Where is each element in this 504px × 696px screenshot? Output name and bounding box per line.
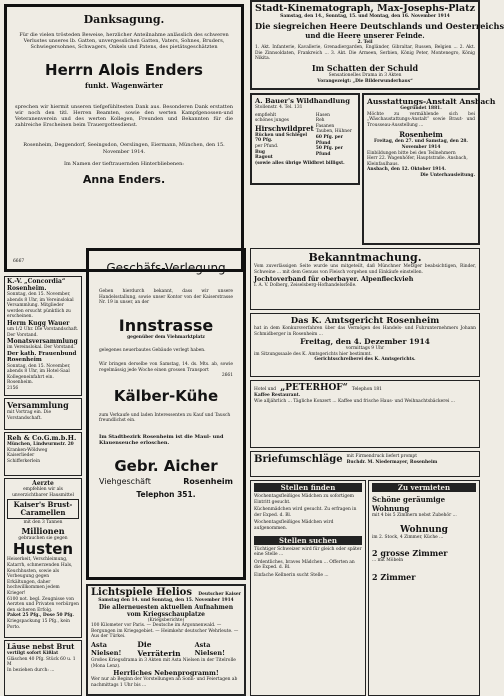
kaiser-millionen: Millionen bbox=[21, 525, 65, 536]
reh-title: Reh & Co.G.m.b.H. bbox=[7, 434, 77, 442]
vermieten-item2-sub: im 2. Stock, 4 Zimmer, Küche ... bbox=[372, 534, 444, 540]
verlegung-firm-row bbox=[99, 477, 233, 486]
amtsgericht-title: Das K. Amtsgericht Rosenheim bbox=[290, 316, 440, 326]
danksagung-signature: Anna Enders. bbox=[82, 173, 166, 187]
concordia-sig: Herm Kugg Wauer bbox=[7, 319, 70, 327]
bauer-item: Hasen bbox=[315, 112, 330, 118]
versammlung-ad bbox=[4, 398, 82, 430]
stellen-suchen-title: Stellen suchen bbox=[254, 536, 362, 545]
peterhof-title: „PETERHOF“ bbox=[280, 383, 348, 393]
stadt-kino-headline: Die siegreichen Heere Deutschlands und Oesterreichs bbox=[255, 20, 504, 31]
stadt-kino-dates: Samstag, den 14., Sonntag, 15. und Montag, den 16. November 1914 bbox=[280, 14, 450, 19]
bauer-item: 60 Pfg. per Pfund bbox=[315, 134, 343, 146]
ausstattung-text: Möchte zu vermählende sich bei „Wäschaustattungs-Anstalt“ sowie Braut- und Trousseau-Ausstellung ... bbox=[367, 111, 475, 128]
helios-program: Herrliches Nebenprogramm! bbox=[113, 669, 219, 678]
amtsgericht-sig: Gerichtsschreiberei des K. Amtsgerichts. bbox=[314, 357, 416, 363]
concordia-text: Sonntag, den 15. November, abends 8 Uhr, im Vereinslokal Versammlung. Mitglieder werden ersucht pünktlich zu erscheinen. bbox=[7, 292, 74, 320]
stadt-kino-title: Stadt-Kinematograph, Max-Josephs-Platz bbox=[255, 3, 475, 14]
bekanntmachung-sig: I. A. V. Dolberg, Zeiselsberg-Hofhandelsstelle. bbox=[254, 283, 357, 289]
bekanntmachung-ad bbox=[250, 248, 480, 310]
versammlung-title: Versammlung bbox=[7, 400, 69, 410]
bauer-item: Hirschwildpret bbox=[255, 123, 314, 133]
helios-asta-right: Asta Nielsen! bbox=[194, 640, 225, 657]
monats-text: im Vereinslokal. Der Vorstand. bbox=[7, 345, 75, 351]
verlegung-product-sub: zum Verkaufe und laden Interessenten zu Kauf und Tausch freundlichst ein. bbox=[99, 412, 231, 424]
bauer-right bbox=[316, 113, 355, 161]
vermieten-item3: 2 grosse Zimmer bbox=[372, 548, 448, 559]
bekanntmachung-text: Vom zuverlässigen Seite wurde uns mitgeteilt, daß Münchner Metzger beabsichtigen, Rinder, Schweine ... mit dem Genuss von Fleisch vorgehen und Einkäufe einstellen. bbox=[254, 264, 476, 275]
peterhof-ad bbox=[250, 380, 480, 448]
ausstattung-title: Ausstattungs-Anstalt Ansbach bbox=[367, 97, 496, 106]
concordia-body2: um 1/2 Uhr. Die Vorstandschaft. Der Vorstand. bbox=[7, 326, 79, 338]
peterhof-hotel: Hotel und bbox=[254, 387, 277, 392]
verlegung-middle: gelegenes neuerbautes Gebäude verlegt haben. bbox=[99, 348, 206, 354]
reh-ad bbox=[4, 432, 82, 476]
kath-title: Der kath. Frauenbund Rosenheim bbox=[7, 350, 77, 364]
kaiser-husten: Husten bbox=[12, 540, 74, 559]
bekanntmachung-subtitle: Jochtoverband für oberbayer. Alpenfleckvieh bbox=[254, 275, 414, 284]
stellen-item: Küchenmädchen wird gesucht. Zu erfragen in der Exped. d. Bl. bbox=[254, 507, 357, 518]
verlegung-bring: Wir bringen derselbe von Samstag, 14. ds. Mts. ab, sowie regelmässig jede Woche einen grossen Transport bbox=[99, 361, 233, 373]
stellen-suchen-item: Tüchtiger Schweizer wird für gleich oder später eine Stelle ... bbox=[254, 546, 362, 558]
kaiser-brand-sub: mit den 3 Tannen bbox=[23, 520, 63, 526]
amtsgericht-date: Freitag, den 4. Dezember 1914 bbox=[300, 337, 430, 347]
briefumschlaege-ad bbox=[250, 451, 480, 477]
helios-headline: Die allerneuesten aktuellen Aufnahmen vom Kriegsschauplatze bbox=[98, 603, 234, 618]
stadt-kino-lustspiel: Im Schatten der Schuld bbox=[311, 62, 419, 73]
stellen-column bbox=[250, 480, 366, 696]
briefumschlaege-firm: Buchdr. M. Niedermayer, Rosenheim bbox=[346, 459, 438, 465]
kaiser-ad bbox=[4, 478, 82, 638]
laeuse-sub: In beziehen durch: ... bbox=[7, 667, 55, 673]
vermieten-item1-sub: mit 4 bis 5 Zimmern nebst Zubehör ... bbox=[372, 513, 457, 518]
concordia-code: 2156 bbox=[7, 385, 19, 391]
helios-sub: (Kriegsberichte) bbox=[147, 617, 185, 623]
bauer-item: per Pfund. bbox=[255, 143, 279, 149]
kaiser-price: Paket 25 Pfg., Dose 50 Pfg. bbox=[7, 613, 74, 619]
verlegung-title: Geschäfs-Verlegung bbox=[106, 261, 226, 275]
ausstattung-dates: Freitag, den 27. und Samstag, den 28. November 1914 bbox=[374, 139, 468, 150]
reh-item: Schifferkerlein bbox=[7, 458, 41, 464]
deceased-name: Herrn Alois Enders bbox=[45, 60, 203, 79]
kaiser-doctors: Aerzte bbox=[32, 480, 54, 487]
briefumschlaege-sub: mit Firmendruck liefert prompt bbox=[346, 454, 417, 459]
bauer-item: schönes junges bbox=[255, 118, 289, 124]
ausstattung-ad bbox=[362, 93, 496, 245]
versammlung-text: mit Vortrag ein. Die Vorstandschaft. bbox=[7, 410, 52, 421]
verlegung-bahnhof: Im Stadtbezirk Rosenheim ist die Maul- und Klauenseuche erloschen. bbox=[99, 433, 224, 447]
helios-title: Lichtspiele Helios bbox=[91, 587, 192, 598]
helios-asta-title: Die Verräterin bbox=[137, 639, 181, 658]
bauer-item: Tauben, Hühner bbox=[315, 129, 352, 135]
bauer-item: Fasanen bbox=[315, 123, 335, 129]
bauer-item: Bug bbox=[255, 149, 265, 155]
stadt-kino-programme: 1. Akt. Infanterie, Kavallerie, Grenadiergarden, Engländer, Gibraltar, Russen, Belgien ... 2. Akt. Die Zinnsoldaten, Frankreich ... 3. Akt. Die Armeen, Serbien, König Peter, Montenegro, König Nikita. bbox=[255, 45, 475, 62]
ausstattung-hotel: Herr 22. Wagenhöfer, Hauptstraße. Ansbach, Kleinfaulhaus. bbox=[367, 156, 468, 167]
stellen-suchen-item: Einfache Kellnerin sucht Stelle ... bbox=[254, 572, 329, 578]
bauer-item: empfiehlt bbox=[255, 112, 277, 118]
kaiser-proof: 6100 not. begl. Zeugnisse von Aerzten und Privaten verbürgen den sicheren Erfolg. bbox=[7, 596, 79, 613]
amtsgericht-text: hat in dem Konkursverfahren über das Vermögen des Handels- und Fuhrunternehmers Johann Schmidberger in Rosenheim ... bbox=[254, 326, 476, 337]
stellen-title: Stellen finden bbox=[254, 483, 362, 492]
verlegung-code: 2661 bbox=[221, 373, 233, 379]
concordia-ad bbox=[4, 276, 82, 396]
peterhof-sub: Kaffee Restaurant. bbox=[254, 393, 301, 398]
monats-title: Monatsversammlung bbox=[7, 338, 78, 346]
stadt-kino-ad bbox=[250, 0, 504, 90]
laeuse-ad bbox=[4, 640, 82, 696]
kaiser-kriegs: Kriegspackung 15 Pfg., kein Porto. bbox=[7, 618, 70, 630]
kaiser-millionen-sub: gebrauchen sie gegen bbox=[18, 535, 68, 541]
danksagung-on-behalf: Im Namen der tieftrauernden Hinterbliebenen: bbox=[63, 160, 184, 167]
kaiser-list: Heiserkeit, Verschleimung, Katarrh, schmerzenden Hals, Keuchhusten, sowie als Vorbeugung gegen Erkältungen, daher hochwillkommen jedem Krieger! bbox=[7, 557, 73, 596]
ausstattung-place: Rosenheim bbox=[399, 130, 443, 140]
bauer-items bbox=[255, 113, 355, 161]
kath-text: Sonntag, den 15. November, abends 8 Uhr, im Hotel-Saal Kollegeneinfahrt ein. Rosenheim. bbox=[7, 363, 71, 386]
briefumschlaege-title: Briefumschläge bbox=[254, 454, 343, 466]
deceased-role: funkt. Wagenwärter bbox=[85, 80, 163, 90]
peterhof-text: Wie alljährlich ... Tägliche Konzert ... Kaffee und frische Haus- und Weihnachtsbäckerei ... bbox=[254, 398, 455, 404]
bauer-item: Reh bbox=[315, 118, 325, 124]
briefumschlaege-detail bbox=[347, 454, 438, 465]
reh-sub: München, Lindwurmstr. 20 bbox=[7, 442, 74, 447]
stadt-kino-sensational: Sensationelles Drama in 3 Akten bbox=[328, 72, 402, 78]
danksagung-body: sprechen wir hiermit unseren tiefgefühltesten Dank aus. Besonderen Dank erstatten wir noch den titl. Herren Beamten, sowie den werten Kampfgenossen-und Veteranenverein und des werten Kollegen, Freunden und Bekannten für die zahlreiche Erscheinen beim Trauergottesdienst. bbox=[15, 103, 233, 129]
danksagung-title: Danksagung. bbox=[83, 13, 165, 26]
helios-asta-sub: Großes Kriegsdrama in 3 Akten mit Asta Nielsen in der Titelrolle (Mona Lenz). bbox=[91, 657, 236, 669]
stellen-suchen-item: Ordentliches, braves Mädchen ... Offerten an die Exped. d. Bl. bbox=[254, 559, 355, 571]
helios-dates: Samstag den 14. und Sonntag, den 15. November 1914 bbox=[98, 598, 234, 603]
verlegung-intro: Geben hierdurch bekannt, dass wir unsere Handelsstallung, sowie unser Kontor von der Kaiserstrasse Nr. 19 in unser, an der bbox=[99, 289, 233, 306]
verlegung-product: Kälber-Kühe bbox=[113, 386, 219, 405]
kaiser-brand: Kaiser's Brust-Caramellen bbox=[7, 499, 79, 519]
danksagung-place: Rosenheim, Deggendorf, Seeingsdon, Oerslingen, Eiermann, München, den 15. November 1914. bbox=[23, 142, 225, 155]
bauer-footer: (sowie alles übrige Wildbret billigst. bbox=[255, 160, 345, 166]
verlegung-street: Innstrasse bbox=[118, 315, 214, 335]
laeuse-price: Gläschen 40 Pfg. Stück 60 u. 1 M bbox=[7, 656, 76, 668]
kaiser-doctors-sub: empfehlen wir als unverzichtbarer Hausmittel bbox=[12, 487, 74, 498]
verlegung-phone: Telephon 351. bbox=[136, 489, 196, 499]
helios-footer: Wer nur ab Beginn der Vorstellungen an Sonn- und Feiertagen ab nachmittags 1 Uhr bis ... bbox=[91, 677, 238, 688]
laeuse-title: Läuse nebst Brut bbox=[7, 642, 75, 651]
peterhof-head bbox=[254, 383, 476, 393]
stadt-kino-sub: und die Heere unserer Feinde. bbox=[305, 30, 425, 40]
briefumschlaege-row bbox=[254, 454, 476, 465]
helios-asta-left: Asta Nielsen! bbox=[91, 640, 122, 657]
helios-right: Deutscher Kaiser bbox=[198, 592, 241, 597]
amtsgericht-text2: im Sitzungssaale des K. Amtsgerichts hier bestimmt. bbox=[254, 351, 372, 357]
stadt-kino-note: Vorangezeigt: „Die Bilderwunderhaus“ bbox=[317, 78, 413, 84]
vermieten-item2: Wohnung bbox=[400, 524, 448, 535]
danksagung-code: 6667 bbox=[13, 259, 25, 265]
vermieten-item4: 2 Zimmer bbox=[372, 571, 416, 582]
verlegung-firm-sub: Viehgeschäft bbox=[99, 476, 151, 486]
verlegung-firm-city: Rosenheim bbox=[183, 476, 233, 486]
stellen-item: Wochentagsfleißiges Mädchen wird aufgenommen. bbox=[254, 520, 334, 531]
amtsgericht-time: vormittags 9 Uhr bbox=[345, 346, 385, 352]
helios-ad bbox=[86, 584, 246, 696]
concordia-title: K.-V. „Concordia“ Rosenheim. bbox=[7, 278, 66, 292]
danksagung-intro: Für die vielen trösteden Beweise, herzlicher Anteilnahme anlässlich des schweren Verlustes unseres lb. Gatten, unvergesslichen Gatten, Vaters, Sohnes, Bruders, Schwiegersohnes, Schwagers, Onkels und Patens, des pietätsgeschätzten bbox=[19, 32, 229, 51]
vermieten-title: Zu vermieten bbox=[372, 483, 476, 492]
bauer-wild-ad bbox=[250, 93, 360, 185]
peterhof-phone: Telephon 181 bbox=[351, 387, 382, 392]
reh-item: Kaiserlieder bbox=[7, 453, 35, 459]
helios-asta-row bbox=[91, 640, 241, 658]
ausstattung-footer: Ansbach, den 12. Oktober 1914. bbox=[367, 167, 446, 173]
vermieten-item3-sub: ... mit Möbeln bbox=[372, 558, 404, 564]
verlegung-ad bbox=[86, 248, 246, 580]
amtsgericht-ad bbox=[250, 313, 480, 377]
reh-item: Kranken-Wöldweg bbox=[7, 447, 48, 453]
helios-head bbox=[91, 587, 241, 598]
vermieten-column bbox=[368, 480, 480, 696]
bauer-item: Ragout bbox=[255, 155, 273, 161]
verlegung-street-sub: gegenüber dem Viehmarktplatz bbox=[127, 334, 205, 340]
helios-details: 100 Kilometer vor Paris. — Deutsche im Argonnenwald. — Bergungen im Kriegsgebiet. — Heimkehr deutscher Wehrleute. — Aus der Türkei. bbox=[91, 623, 239, 640]
bauer-left bbox=[255, 113, 314, 161]
ausstattung-founded: Gegründet 1881. bbox=[400, 106, 442, 111]
bekanntmachung-title: Bekanntmachung. bbox=[308, 251, 422, 264]
bauer-item: 50 Pfg. per Pfund bbox=[315, 146, 343, 157]
laeuse-text: vertilgt sofort Kißlat bbox=[7, 651, 59, 656]
verlegung-firm: Gebr. Aicher bbox=[114, 456, 218, 475]
vermieten-item1: Schöne geräumige Wohnung bbox=[372, 495, 446, 513]
ausstattung-eintritt: Einbildungen bitte bei den Teilnehmern bbox=[367, 150, 456, 156]
bauer-address: Stollenstr. 4. Tel. 131 bbox=[255, 105, 303, 110]
stadt-kino-part: 2. Teil bbox=[357, 39, 373, 45]
bauer-title: A. Bauer's Wildhandlung bbox=[255, 97, 350, 105]
ausstattung-code: Die Unterhausleitung. bbox=[420, 172, 475, 178]
stellen-item: Wochentagsfleißiges Mädchen zu sofortigem Eintritt gesucht. bbox=[254, 494, 354, 505]
danksagung-ad bbox=[4, 4, 244, 272]
bauer-item: Rücken und Schlegel 70 Pfg. bbox=[255, 132, 308, 144]
